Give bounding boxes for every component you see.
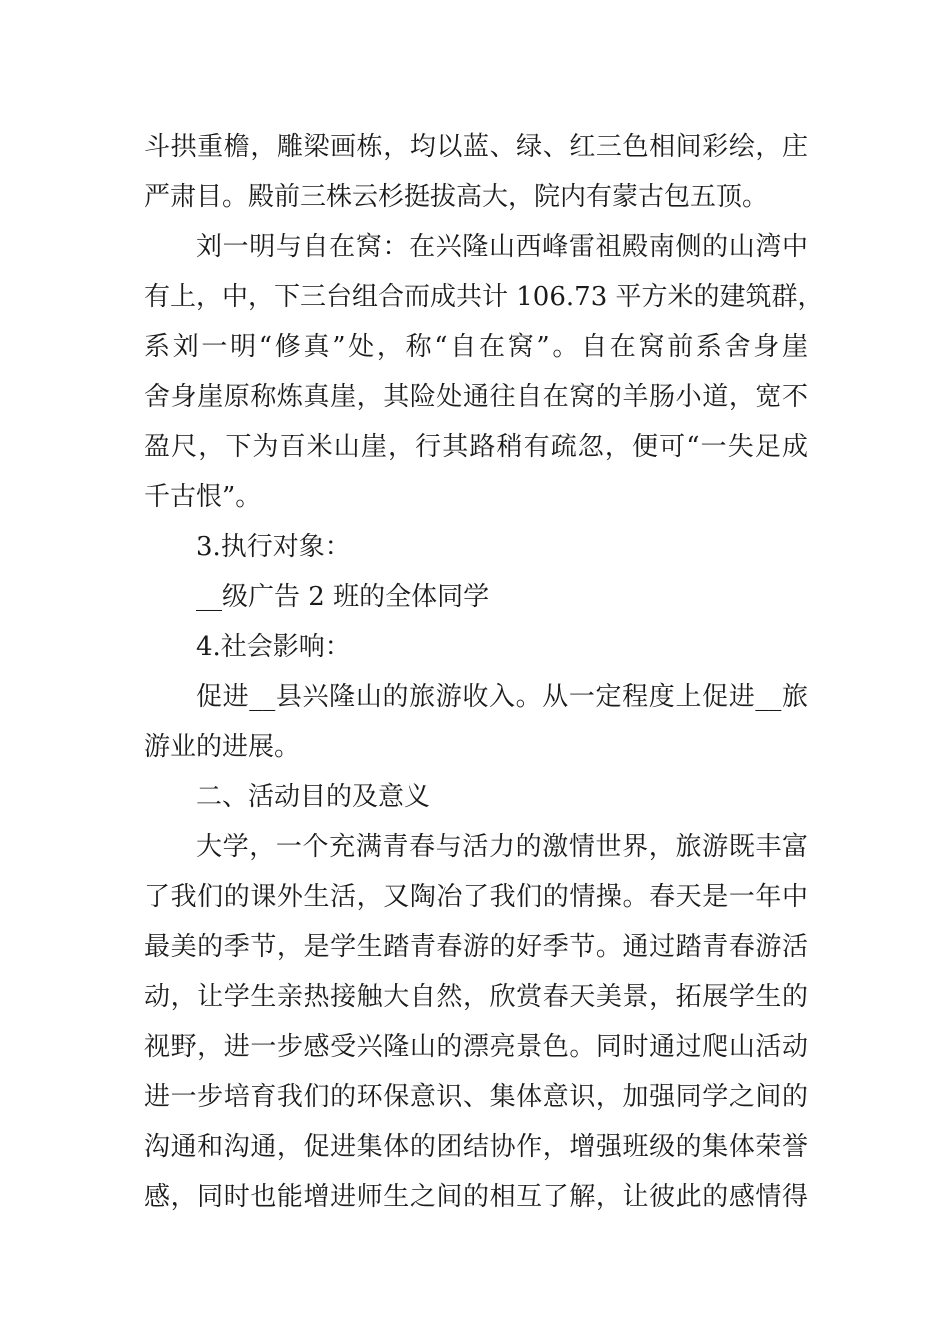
document-body: [144, 122, 824, 1222]
text-line: 动，让学生亲热接触大自然，欣赏春天美景，拓展学生的: [144, 982, 808, 1012]
section-heading: 4.社会影响：: [196, 632, 351, 662]
text-line: 舍身崖原称炼真崖，其险处通往自在窝的羊肠小道，宽不: [144, 382, 808, 412]
text-line: 进一步培育我们的环保意识、集体意识，加强同学之间的: [144, 1082, 808, 1112]
text-line: 最美的季节，是学生踏青春游的好季节。通过踏青春游活: [144, 932, 808, 962]
text-line: 游业的进展。: [144, 732, 301, 762]
section-heading: 二、活动目的及意义: [196, 782, 431, 812]
text-line: 视野，进一步感受兴隆山的漂亮景色。同时通过爬山活动: [144, 1032, 808, 1062]
text-line: 盈尺，下为百米山崖，行其路稍有疏忽，便可“一失足成: [144, 432, 808, 462]
text-line: 千古恨”。: [144, 482, 262, 512]
text-line: 严肃目。殿前三株云杉挺拔高大，院内有蒙古包五顶。: [144, 182, 769, 212]
text-line: 了我们的课外生活，又陶冶了我们的情操。春天是一年中: [144, 882, 808, 912]
section-heading: 3.执行对象：: [196, 532, 351, 562]
text-line: 沟通和沟通，促进集体的团结协作，增强班级的集体荣誉: [144, 1132, 808, 1162]
text-line: __级广告 2 班的全体同学: [196, 582, 490, 612]
text-line: 系刘一明“修真”处，称“自在窝”。自在窝前系舍身崖: [144, 332, 808, 362]
text-line: 大学，一个充满青春与活力的激情世界，旅游既丰富: [196, 832, 808, 862]
text-line: 促进__县兴隆山的旅游收入。从一定程度上促进__旅: [196, 682, 808, 712]
text-line: 有上，中，下三台组合而成共计 106.73 平方米的建筑群，: [144, 282, 824, 312]
text-line: 刘一明与自在窝：在兴隆山西峰雷祖殿南侧的山湾中: [196, 232, 808, 262]
text-line: 斗拱重檐，雕梁画栋，均以蓝、绿、红三色相间彩绘，庄: [144, 132, 808, 162]
text-line: 感，同时也能增进师生之间的相互了解，让彼此的感情得: [144, 1182, 808, 1212]
